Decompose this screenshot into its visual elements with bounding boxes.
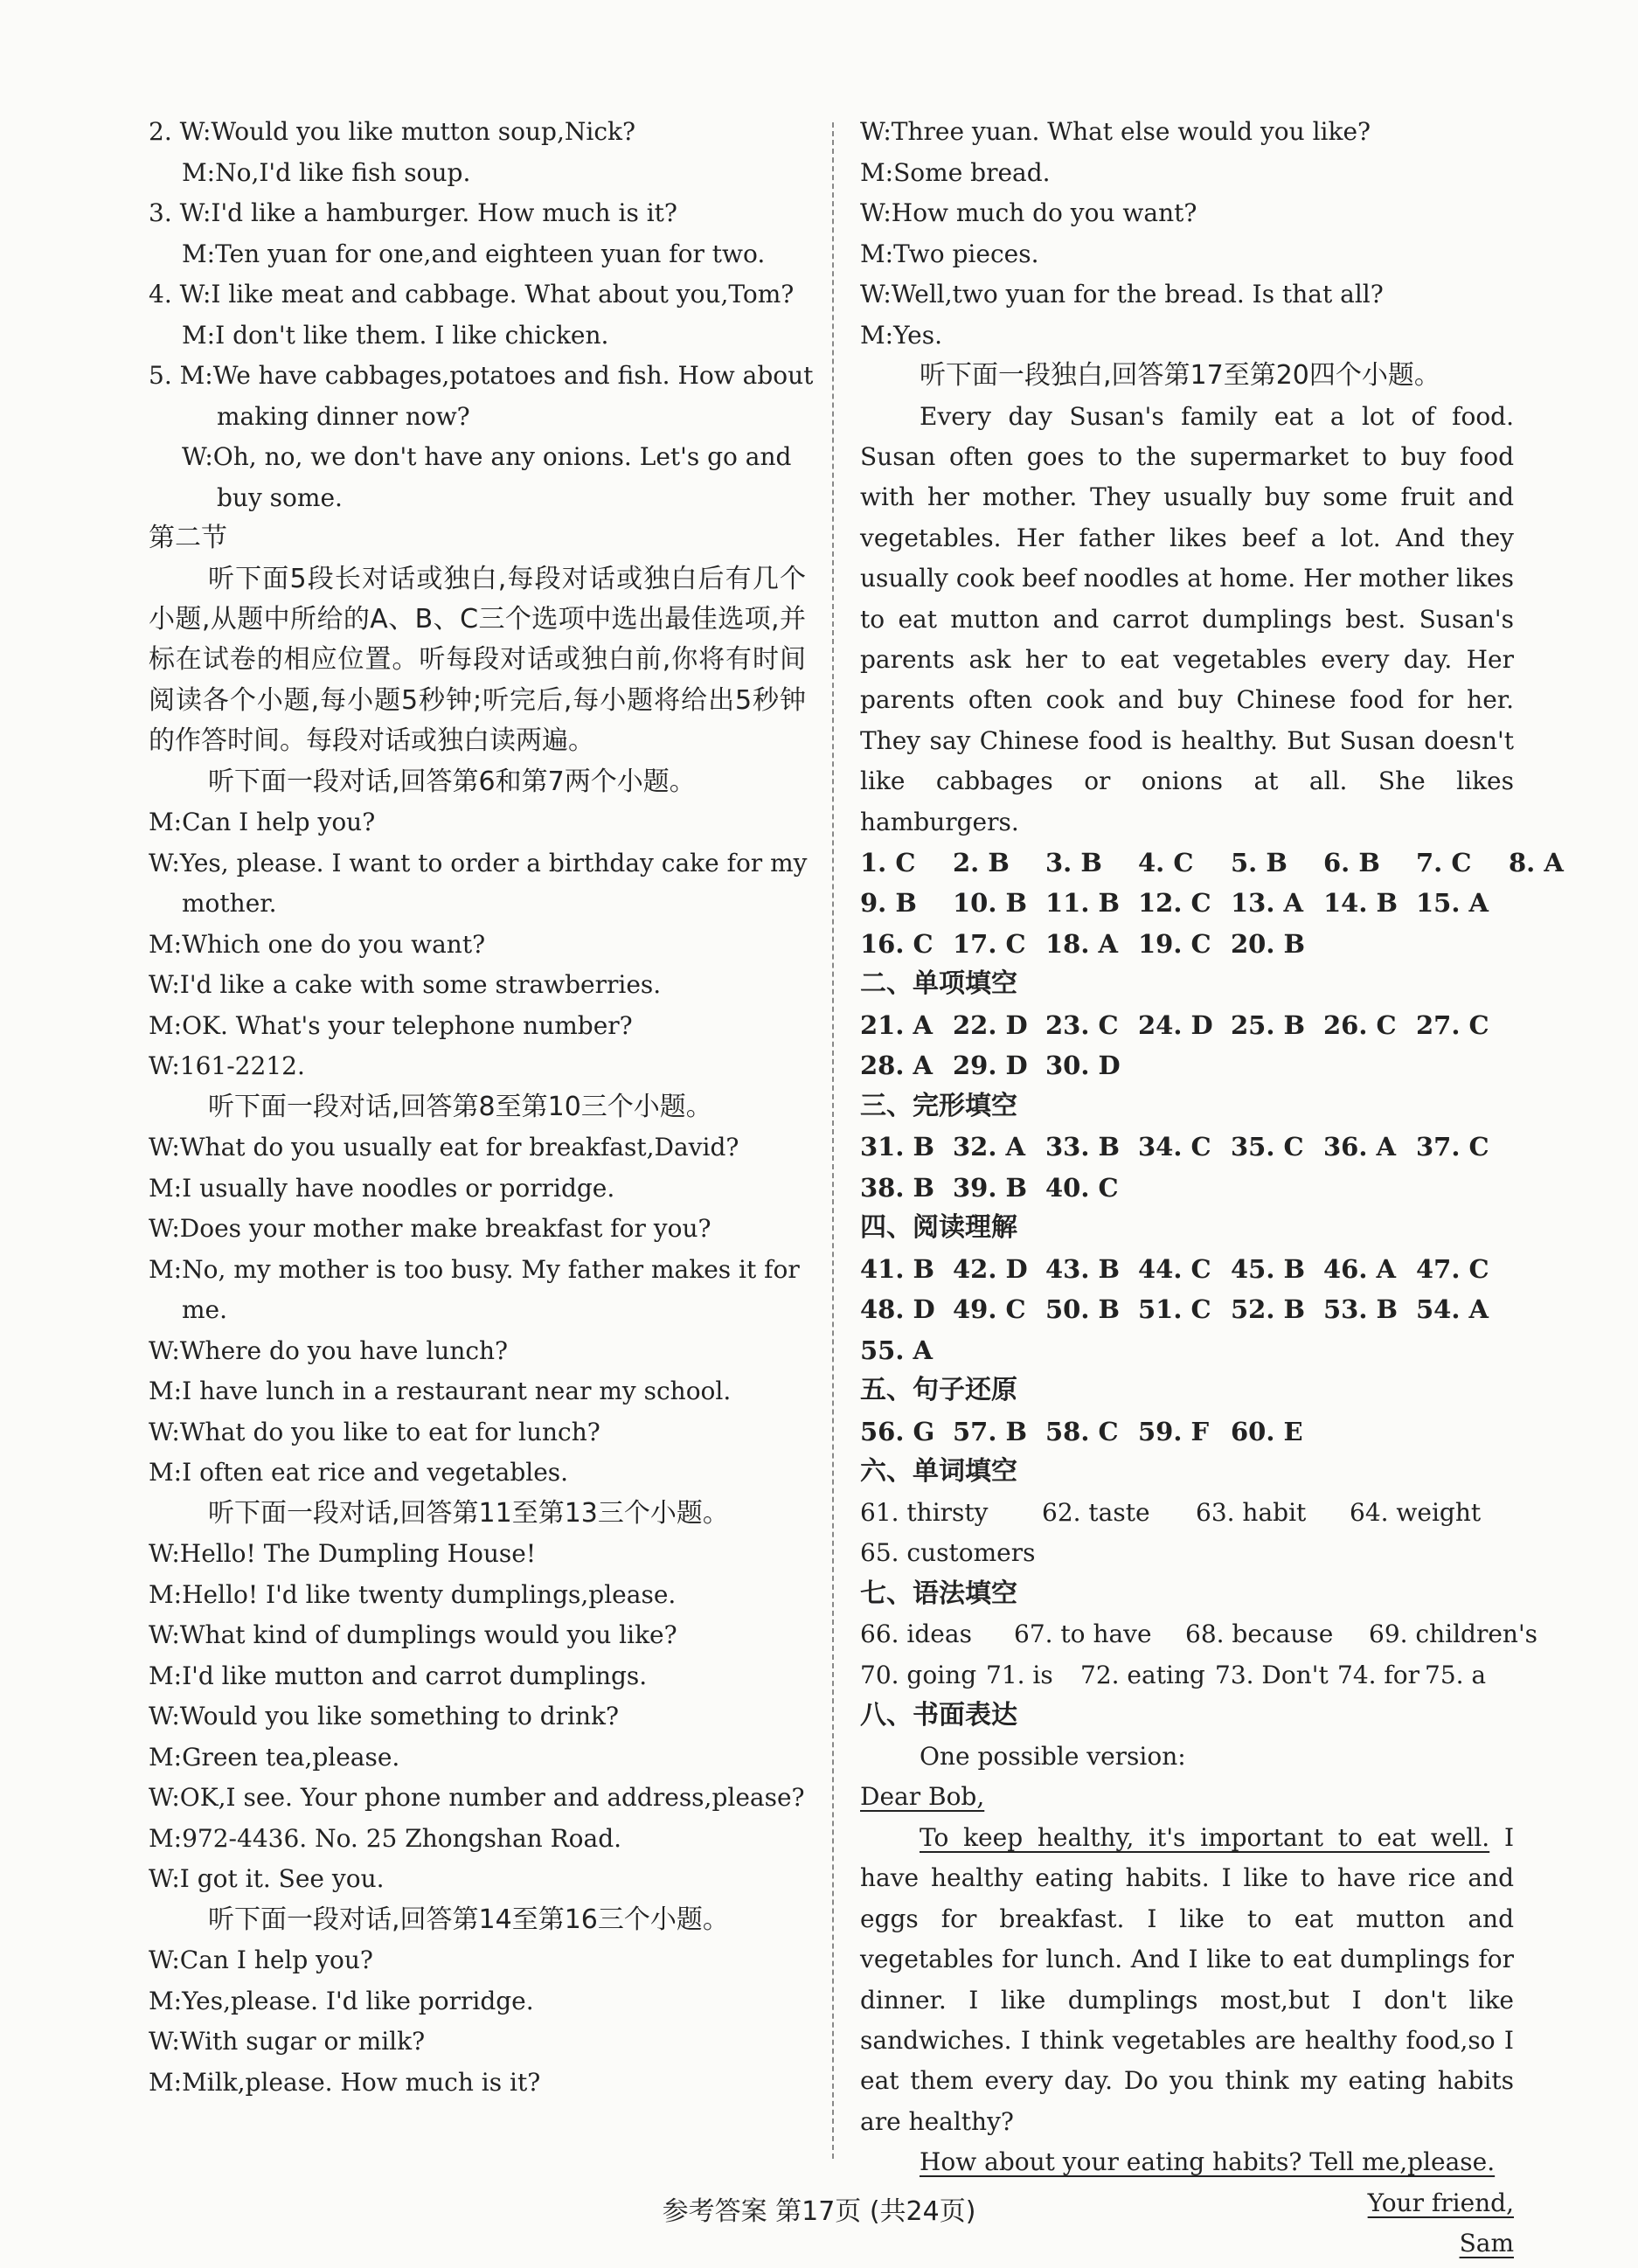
answer: 56. G (860, 1416, 935, 1446)
answer: 64. weight (1350, 1497, 1482, 1527)
answer: 11. B (1045, 888, 1121, 919)
listening-intro: 听下面一段对话,回答第6和第7两个小题。 (208, 766, 696, 797)
dialogue-line: W:What kind of dumplings would you like? (149, 1620, 677, 1650)
dialogue-line: M:No, my mother is too busy. My father makes it for (149, 1254, 800, 1284)
answer: 66. ideas (860, 1620, 972, 1649)
answer: 38. B (860, 1172, 935, 1203)
section-heading: 六、单词填空 (860, 1456, 1017, 1488)
answer: 13. A (1231, 888, 1304, 919)
monologue: Every day Susan's family eat a lot of food. Susan often goes to the supermarket to buy food with her mother. They usually buy some fruit and vegetables. Her father likes beef a lot. And they usually cook beef noodles at home. Her mother likes to eat mutton and carrot dumplings best. Susan's parents ask her to eat vegetables every day. Her parents often cook and buy Chinese food for her. They say Chinese food is healthy. But Susan doesn't like cabbages or onions at all. She likes hamburgers. (860, 401, 1514, 836)
answer: 34. C (1138, 1132, 1211, 1162)
listening-intro: 听下面一段独白,回答第17至第20四个小题。 (920, 360, 1440, 391)
answer-row (860, 1045, 1514, 1086)
dialogue-line: 3. W:I'd like a hamburger. How much is it? (149, 198, 677, 227)
right-column (860, 112, 1564, 2265)
answer: 54. A (1416, 1294, 1489, 1325)
letter-topic-sentence: To keep healthy, it's important to eat well. (920, 1822, 1490, 1852)
answer-row (860, 1289, 1514, 1330)
answer: 25. B (1231, 1009, 1306, 1040)
answer-row (860, 1168, 1514, 1209)
answer: 20. B (1231, 928, 1306, 959)
dialogue-line: M:I often eat rice and vegetables. (149, 1458, 569, 1488)
answer: 19. C (1138, 928, 1211, 959)
dialogue-line: W:I got it. See you. (149, 1864, 385, 1894)
dialogue-line: M:OK. What's your telephone number? (149, 1010, 633, 1040)
dialogue-line: W:Yes, please. I want to order a birthday cake for my (149, 848, 808, 877)
answer: 46. A (1323, 1253, 1397, 1284)
dialogue-line: M:I usually have noodles or porridge. (149, 1173, 615, 1203)
dialogue-line: M:I have lunch in a restaurant near my school. (149, 1377, 732, 1406)
dialogue-line: W:I'd like a cake with some strawberries. (149, 970, 662, 1000)
dialogue-line: W:Would you like something to drink? (149, 1702, 620, 1731)
answer: 12. C (1138, 888, 1211, 919)
answer: 62. taste (1042, 1497, 1150, 1527)
answer: 28. A (860, 1051, 934, 1081)
answer: 68. because (1185, 1620, 1334, 1649)
dialogue-line: W:Does your mother make breakfast for you? (149, 1214, 711, 1244)
dialogue-line: M:No,I'd like fish soup. (182, 157, 471, 187)
answer-row (860, 924, 1514, 965)
answer: 47. C (1416, 1253, 1489, 1284)
answer: 74. for (1337, 1660, 1420, 1689)
answer: 5. B (1231, 847, 1287, 877)
answer: 48. D (860, 1294, 935, 1325)
dialogue-line: M:I don't like them. I like chicken. (182, 320, 609, 350)
answer-row (860, 1005, 1514, 1046)
answer: 39. B (953, 1172, 1028, 1203)
dialogue-line: 5. M:We have cabbages,potatoes and fish. How about (149, 361, 814, 390)
answer: 49. C (953, 1294, 1026, 1325)
dialogue-line: M:Can I help you? (149, 808, 376, 837)
answer: 30. D (1045, 1051, 1121, 1081)
dialogue-line: making dinner now? (217, 401, 470, 431)
answer: 6. B (1323, 847, 1380, 877)
listening-intro: 听下面一段对话,回答第8至第10三个小题。 (208, 1091, 712, 1122)
dialogue-line: M:I'd like mutton and carrot dumplings. (149, 1661, 648, 1690)
letter-signature: Sam (1459, 2229, 1514, 2258)
answer: 32. A (953, 1132, 1026, 1162)
listening-intro: 听下面一段对话,回答第11至第13三个小题。 (208, 1497, 729, 1529)
answer: 57. B (953, 1416, 1028, 1446)
answer: 1. C (860, 847, 916, 877)
section-heading: 八、书面表达 (860, 1700, 1017, 1731)
answer-row (860, 1127, 1514, 1168)
answer: 14. B (1323, 888, 1399, 919)
dialogue-line: W:Oh, no, we don't have any onions. Let's go and (182, 442, 792, 471)
dialogue-line: M:Yes. (860, 320, 942, 350)
answer: 37. C (1416, 1132, 1489, 1162)
letter-greeting: Dear Bob, (860, 1782, 985, 1812)
answer: 58. C (1045, 1416, 1119, 1446)
dialogue-line: M:Yes,please. I'd like porridge. (149, 1986, 534, 2015)
answer: 55. A (860, 1335, 934, 1365)
answer: 75. a (1425, 1660, 1487, 1689)
answer: 33. B (1045, 1132, 1121, 1162)
letter-closing-question: How about your eating habits? Tell me,please. (920, 2147, 1496, 2177)
answer: 9. B (860, 888, 917, 919)
answer: 61. thirsty (860, 1497, 989, 1527)
answer: 16. C (860, 928, 934, 959)
answer: 15. A (1416, 888, 1489, 919)
answer-row (860, 1249, 1514, 1290)
dialogue-line: W:161-2212. (149, 1051, 305, 1081)
dialogue-line: M:Ten yuan for one,and eighteen yuan for two. (182, 239, 766, 268)
dialogue-line: 4. W:I like meat and cabbage. What about you,Tom? (149, 280, 795, 309)
dialogue-line: 2. W:Would you like mutton soup,Nick? (149, 117, 635, 146)
answer-row (860, 1655, 1514, 1696)
section-heading: 二、单项填空 (860, 968, 1017, 1000)
dialogue-line: W:How much do you want? (860, 198, 1197, 227)
answer: 23. C (1045, 1009, 1119, 1040)
dialogue-line: M:Two pieces. (860, 239, 1039, 268)
dialogue-line: W:Hello! The Dumpling House! (149, 1539, 537, 1569)
answer: 67. to have (1014, 1620, 1152, 1649)
section-heading: 第二节 (149, 523, 227, 553)
answer: 4. C (1138, 847, 1194, 877)
instructions: 听下面5段长对话或独白,每段对话或独白后有几个小题,从题中所给的A、B、C三个选项中选出最佳选项,并标在试卷的相应位置。听每段对话或独白前,你将有时间阅读各个小题,每小题5秒钟;听完后,每小题将给出5秒钟的作答时间。每段对话或独白读两遍。 (149, 563, 806, 757)
page-footer: 参考答案 第17页 (共24页) (662, 2196, 976, 2227)
answer: 71. is (986, 1660, 1053, 1689)
answer-row (860, 1614, 1538, 1655)
dialogue-line: W:What do you like to eat for lunch? (149, 1417, 600, 1446)
answer: 10. B (953, 888, 1028, 919)
answer-row (860, 1411, 1514, 1453)
answer: 72. eating (1080, 1660, 1205, 1689)
answer: 26. C (1323, 1009, 1397, 1040)
listening-intro: 听下面一段对话,回答第14至第16三个小题。 (208, 1904, 729, 1935)
dialogue-line: W:Can I help you? (149, 1945, 373, 1975)
answer: 18. A (1045, 928, 1119, 959)
answer: 45. B (1231, 1253, 1306, 1284)
column-divider (832, 122, 834, 2159)
answer: 36. A (1323, 1132, 1397, 1162)
answer: 40. C (1045, 1172, 1119, 1203)
answer: 21. A (860, 1009, 934, 1040)
dialogue-line: M:Some bread. (860, 157, 1051, 187)
dialogue-line: W:What do you usually eat for breakfast,David? (149, 1133, 739, 1162)
answer: 2. B (953, 847, 1010, 877)
dialogue-line: M:Green tea,please. (149, 1742, 400, 1772)
answer: 24. D (1138, 1009, 1213, 1040)
answer: 8. A (1509, 847, 1564, 877)
answer: 53. B (1323, 1294, 1399, 1325)
answer: 51. C (1138, 1294, 1211, 1325)
answer-row (860, 883, 1514, 924)
answer: 31. B (860, 1132, 935, 1162)
answer: 17. C (953, 928, 1026, 959)
answer: 70. going (860, 1660, 977, 1689)
answer: 27. C (1416, 1009, 1489, 1040)
dialogue-line: mother. (182, 889, 277, 919)
answer: 65. customers (860, 1538, 1036, 1568)
dialogue-line: W:Three yuan. What else would you like? (860, 117, 1371, 146)
dialogue-line: M:972-4436. No. 25 Zhongshan Road. (149, 1823, 622, 1853)
answer: 63. habit (1196, 1497, 1307, 1527)
answer: 59. F (1138, 1416, 1210, 1446)
dialogue-line: M:Which one do you want? (149, 929, 486, 959)
letter-body: To keep healthy, it's important to eat well. I have healthy eating habits. I like to have rice and eggs for breakfast. I like to eat mutton and vegetables for lunch. And I like to eat dumplings for dinner. I like dumplings most,but I don't like sandwiches. I think vegetables are healthy food,so I eat them every day. Do you think my eating habits are healthy? (860, 1822, 1514, 2136)
answer: 44. C (1138, 1253, 1211, 1284)
answer-row (860, 1330, 1514, 1371)
dialogue-line: M:Milk,please. How much is it? (149, 2067, 541, 2097)
section-heading: 五、句子还原 (860, 1375, 1017, 1406)
possible-version-label: One possible version: (920, 1741, 1186, 1771)
answer: 43. B (1045, 1253, 1121, 1284)
answer: 3. B (1045, 847, 1102, 877)
answer: 29. D (953, 1051, 1028, 1081)
dialogue-line: W:Well,two yuan for the bread. Is that all? (860, 280, 1384, 309)
answer: 35. C (1231, 1132, 1304, 1162)
dialogue-line: me. (182, 1295, 228, 1325)
answer: 50. B (1045, 1294, 1121, 1325)
answer: 73. Don't (1215, 1660, 1329, 1689)
answer: 52. B (1231, 1294, 1306, 1325)
left-column (149, 112, 814, 2103)
section-heading: 三、完形填空 (860, 1090, 1017, 1121)
answer: 69. children's (1369, 1620, 1538, 1649)
section-heading: 四、阅读理解 (860, 1212, 1017, 1244)
answer: 42. D (953, 1253, 1028, 1284)
answer-row (860, 1533, 1514, 1574)
answer: 60. E (1231, 1416, 1303, 1446)
answer-row (860, 1493, 1514, 1534)
answer: 41. B (860, 1253, 935, 1284)
dialogue-line: W:Where do you have lunch? (149, 1335, 509, 1365)
letter-sign-off: Your friend, (1367, 2188, 1514, 2217)
dialogue-line: M:Hello! I'd like twenty dumplings,please. (149, 1579, 677, 1609)
answer-row (860, 843, 1564, 884)
dialogue-line: buy some. (217, 482, 343, 512)
dialogue-line: W:OK,I see. Your phone number and address,please? (149, 1783, 805, 1813)
section-heading: 七、语法填空 (860, 1578, 1017, 1609)
answer: 7. C (1416, 847, 1472, 877)
answer: 22. D (953, 1009, 1028, 1040)
dialogue-line: W:With sugar or milk? (149, 2027, 426, 2056)
